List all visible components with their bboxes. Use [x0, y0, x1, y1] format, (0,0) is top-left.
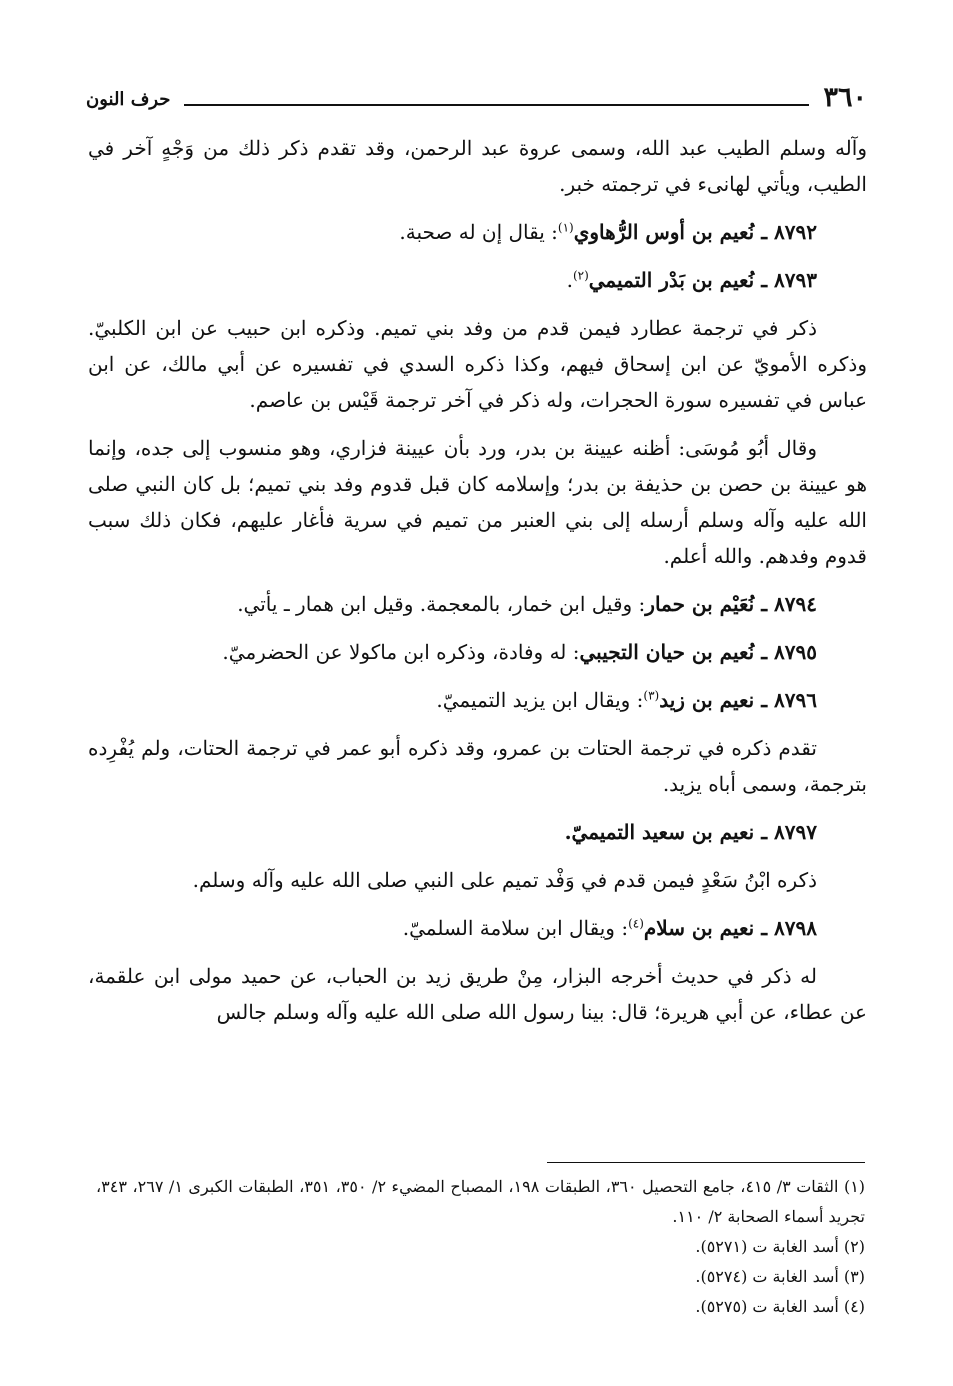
paragraph-8793-bio: ذكر في ترجمة عطارد فيمن قدم من وفد بني تميم. وذكره ابن حبيب عن ابن الكلبيّ. وذكره الأمويّ عن ابن إسحاق فيهم، وكذا ذكره السدي في تفسيره عن أبي مالك، عن ابن عباس في تفسيره سورة الحجرات، وله ذكر في آخر ترجمة قَيْس بن عاصم. — [88, 316, 867, 412]
entry-text: : يقال إن له صحبة. — [399, 220, 558, 244]
paragraph-8798-bio: له ذكر في حديث أخرجه البزار، مِنْ طريق زيد بن الحباب، عن حميد مولى ابن علقمة، عن عطاء، عن أبي هريرة؛ قال: بينا رسول الله صلى الله عليه وآله وسلم جالس — [88, 964, 867, 1024]
paragraph-8797-bio: ذكره ابْنُ سَعْدٍ فيمن قدم في وَفْد تميم على النبي صلى الله عليه وآله وسلم. — [192, 868, 817, 892]
entry-name: ٨٧٩٧ ـ نعيم بن سعيد التميميّ. — [564, 820, 817, 844]
entry-8797 — [88, 814, 867, 850]
entry-text: : وقيل ابن خمار، بالمعجمة. وقيل ابن همار ـ يأتي. — [237, 592, 646, 616]
page-header — [86, 80, 867, 112]
entry-name: ٨٧٩٦ ـ نعيم بن زيد — [659, 688, 817, 712]
entry-text: : ويقال ابن يزيد التميميّ. — [436, 688, 644, 712]
header-rule — [184, 104, 809, 106]
paragraph-8796-bio: تقدم ذكره في ترجمة الحتات بن عمرو، وقد ذكره أبو عمر في ترجمة الحتات، ولم يُفْرِده بترجمة، وسمى أباه يزيد. — [88, 736, 867, 796]
entry-text: : له وفادة، وذكره ابن ماكولا عن الحضرميّ. — [222, 640, 580, 664]
main-text — [88, 130, 867, 1042]
paragraph-continuation: وآله وسلم الطيب عبد الله، وسمى عروة عبد الرحمن، وقد تقدم ذكر ذلك من وَجْهٍ آخر في الطيب، ويأتي لهانىء في ترجمته خبر. — [88, 136, 867, 196]
footnote-3: (٣) أسد الغابة ت (٥٢٧٤). — [695, 1267, 865, 1286]
footnotes — [96, 1172, 865, 1322]
footnote-2: (٢) أسد الغابة ت (٥٢٧١). — [695, 1237, 865, 1256]
footnote-ref: (١) — [557, 220, 574, 235]
entry-8796 — [88, 682, 867, 718]
footnote-ref: (٢) — [572, 268, 589, 283]
footnote-ref: (٣) — [643, 688, 660, 703]
entry-text: . — [566, 268, 573, 292]
entry-8798 — [88, 910, 867, 946]
entry-name: ٨٧٩٢ ـ نُعيم بن أوس الرُّهاوي — [573, 220, 817, 244]
entry-name: ٨٧٩٣ ـ نُعيم بن بَدْر التميمي — [588, 268, 817, 292]
entry-name: ٨٧٩٨ ـ نعيم بن سلام — [643, 916, 817, 940]
entry-name: ٨٧٩٤ ـ نُعَيْم بن حمار — [645, 592, 817, 616]
footnote-4: (٤) أسد الغابة ت (٥٢٧٥). — [695, 1297, 865, 1316]
entry-8792 — [88, 214, 867, 250]
running-title: حرف النون — [86, 89, 171, 110]
page-number: ٣٦٠ — [823, 82, 867, 113]
footnote-1: (١) الثقات ٣/ ٤١٥، جامع التحصيل ٣٦٠، الطبقات ١٩٨، المصباح المضيء ٢/ ٣٥٠، ٣٥١، الطبقات الكبرى ١/ ٢٦٧، ٣٤٣، تجريد أسماء الصحابة ٢/ ١١٠. — [96, 1177, 866, 1226]
footnote-divider — [547, 1162, 865, 1163]
entry-8793 — [88, 262, 867, 298]
footnote-ref: (٤) — [628, 916, 644, 931]
entry-8795 — [88, 634, 867, 670]
entry-text: : ويقال ابن سلامة السلميّ. — [402, 916, 629, 940]
paragraph-abu-musa: وقال أبُو مُوسَى: أظنه عيينة بن بدر، ورد بأن عيينة فزاري، وهو منسوب إلى جده، وإنما هو عيينة بن حصن بن حذيفة بن بدر؛ وإسلامه كان قبل قدوم وفد بني تميم؛ بل كان النبي صلى الله عليه وآله وسلم أرسله إلى بني العنبر من تميم في سرية فأغار عليهم، فكان ذلك سبب قدوم وفدهم. والله أعلم. — [88, 436, 867, 568]
entry-8794 — [88, 586, 867, 622]
entry-name: ٨٧٩٥ ـ نُعيم بن حيان التجيبي — [579, 640, 817, 664]
